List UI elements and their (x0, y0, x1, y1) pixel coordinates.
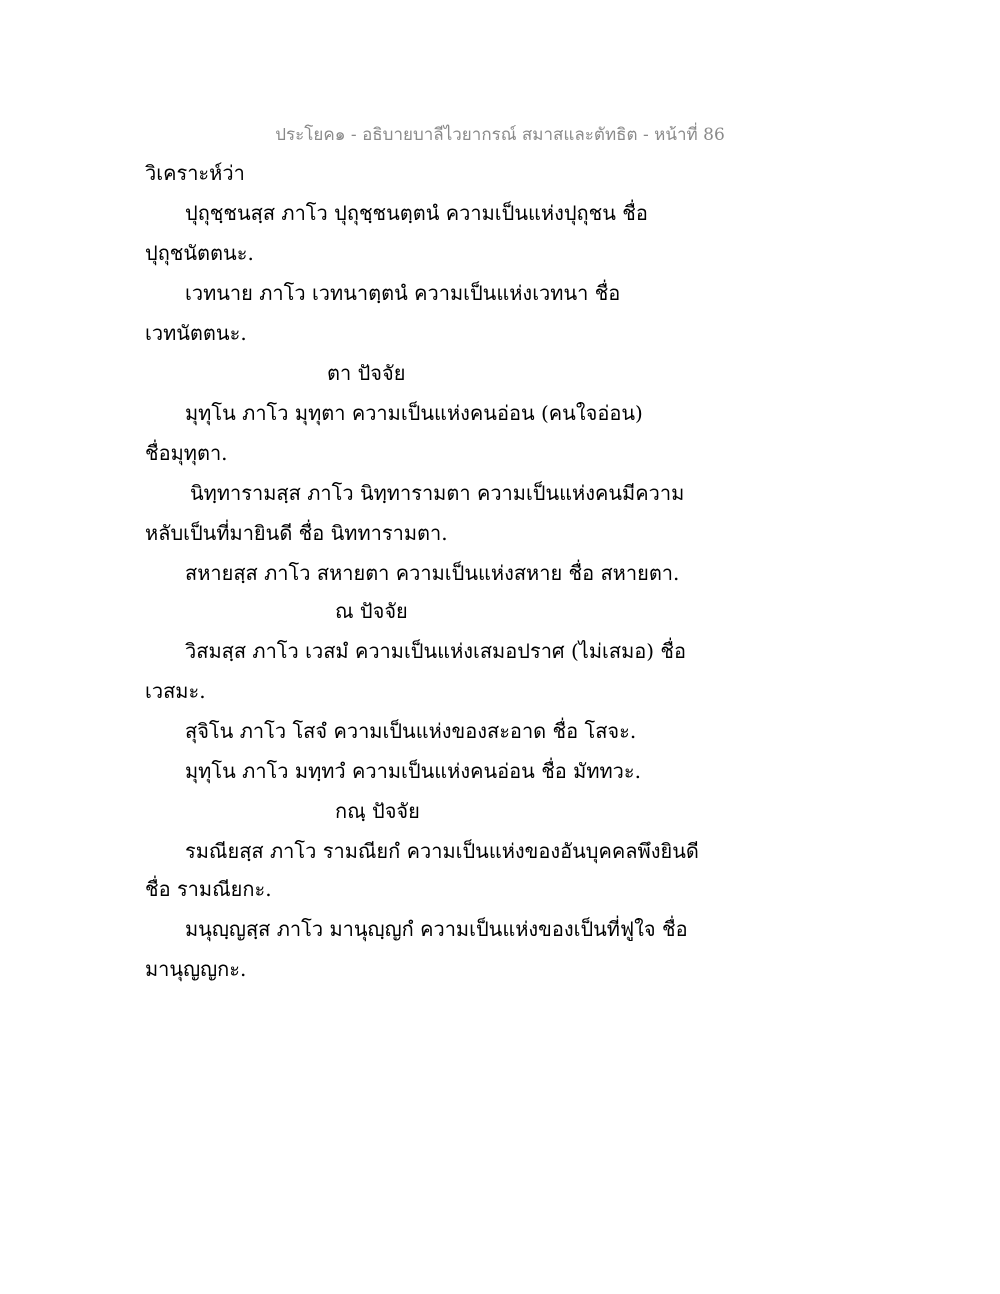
text-line: รมณียสฺส ภาโว รามณียกํ ความเป็นแห่งของอันบุคคลพึงยินดี (185, 839, 699, 863)
text-line: เวทนาย ภาโว เวทนาตฺตนํ ความเป็นแห่งเวทนา ชื่อ (185, 281, 621, 305)
text-line: มนุญฺญสฺส ภาโว มานุญฺญกํ ความเป็นแห่งของเป็นที่ฟูใจ ชื่อ (185, 917, 688, 941)
text-line: สหายสฺส ภาโว สหายตา ความเป็นแห่งสหาย ชื่อ สหายตา. (185, 561, 680, 585)
text-line: วิเคราะห์ว่า (145, 161, 245, 185)
text-line: ปุถุชนัตตนะ. (145, 241, 254, 265)
text-line: วิสมสฺส ภาโว เวสมํ ความเป็นแห่งเสมอปราศ (ไม่เสมอ) ชื่อ (185, 639, 687, 663)
text-line: มานุญญกะ. (145, 957, 247, 981)
section-heading: ณ ปัจจัย (335, 599, 408, 623)
text-line: สุจิโน ภาโว โสจํ ความเป็นแห่งของสะอาด ชื่อ โสจะ. (185, 719, 637, 743)
page-header: ประโยค๑ - อธิบายบาลีไวยากรณ์ สมาสและตัทธิต - หน้าที่ 86 (275, 125, 725, 145)
text-line: นิทฺทารามสฺส ภาโว นิทฺทารามตา ความเป็นแห่งคนมีความ (190, 481, 685, 505)
section-heading: กณฺ ปัจจัย (335, 799, 420, 823)
text-line: เวทนัตตนะ. (145, 321, 247, 345)
text-line: เวสมะ. (145, 679, 206, 703)
text-line: มุทุโน ภาโว มทฺทวํ ความเป็นแห่งคนอ่อน ชื่อ มัททวะ. (185, 759, 642, 783)
section-heading: ตา ปัจจัย (327, 361, 406, 385)
text-line: หลับเป็นที่มายินดี ชื่อ นิททารามตา. (145, 521, 448, 545)
text-line: ชื่อมุทุตา. (145, 441, 228, 465)
text-line: มุทุโน ภาโว มุทุตา ความเป็นแห่งคนอ่อน (คนใจอ่อน) (185, 401, 643, 425)
text-line: ชื่อ รามณียกะ. (145, 877, 272, 901)
text-line: ปุถุชฺชนสฺส ภาโว ปุถุชฺชนตฺตนํ ความเป็นแห่งปุถุชน ชื่อ (185, 201, 648, 225)
